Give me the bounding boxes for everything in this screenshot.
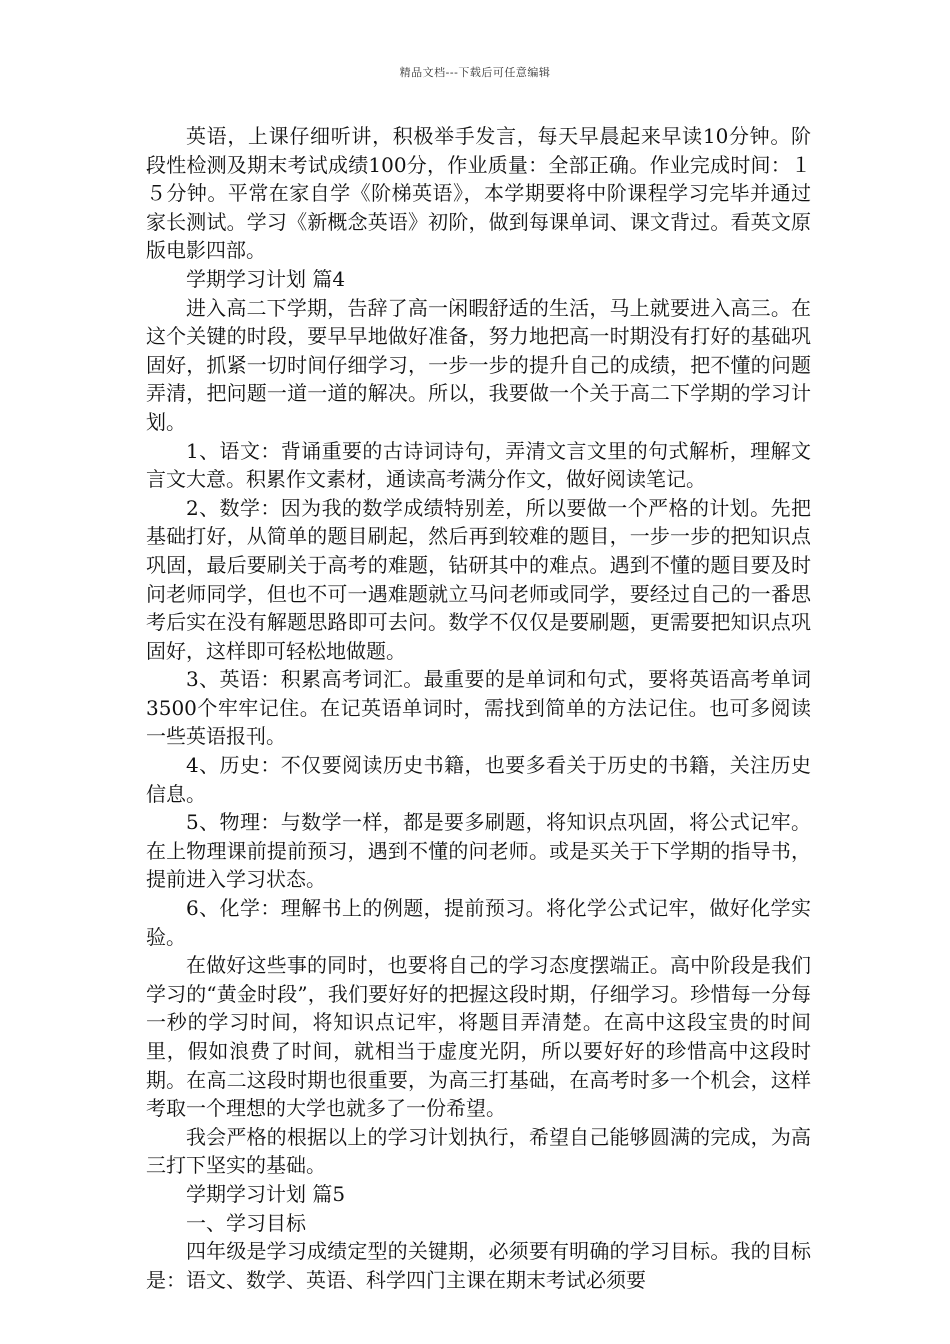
subsection-heading: 一、学习目标 [186, 1210, 306, 1235]
document-body [146, 122, 811, 1294]
page-header: 精品文档---下载后可任意编辑 [399, 66, 551, 79]
paragraph: 5、物理：与数学一样，都是要多刷题，将知识点巩固，将公式记牢。在上物理课前提前预习，遇到不懂的问老师。或是买关于下学期的指导书，提前进入学习状态。 [146, 810, 811, 892]
paragraph: 3、英语：积累高考词汇。最重要的是单词和句式，要将英语高考单词3500个牢牢记住。在记英语单词时，需找到简单的方法记住。也可多阅读一些英语报刊。 [146, 667, 811, 749]
section-heading: 学期学习计划 篇4 [186, 266, 346, 291]
paragraph: 在做好这些事的同时，也要将自己的学习态度摆端正。高中阶段是我们学习的“黄金时段”，我们要好好的把握这段时期，仔细学习。珍惜每一分每一秒的学习时间，将知识点记牢，将题目弄清楚。在高中这段宝贵的时间里，假如浪费了时间，就相当于虚度光阴，所以要好好的珍惜高中这段时期。在高二这段时期也很重要，为高三打基础，在高考时多一个机会，这样考取一个理想的大学也就多了一份希望。 [146, 953, 811, 1121]
paragraph: 我会严格的根据以上的学习计划执行，希望自己能够圆满的完成，为高三打下坚实的基础。 [146, 1124, 811, 1178]
paragraph: 2、数学：因为我的数学成绩特别差，所以要做一个严格的计划。先把基础打好，从简单的题目刷起，然后再到较难的题目，一步一步的把知识点巩固，最后要刷关于高考的难题，钻研其中的难点。遇到不懂的题目要及时问老师同学，但也不可一遇难题就立马问老师或同学，要经过自己的一番思考后实在没有解题思路即可去问。数学不仅仅是要刷题，更需要把知识点巩固好，这样即可轻松地做题。 [146, 495, 811, 663]
paragraph: 4、历史：不仅要阅读历史书籍，也要多看关于历史的书籍，关注历史信息。 [146, 753, 811, 806]
paragraph: 进入高二下学期，告辞了高一闲暇舒适的生活，马上就要进入高三。在这个关键的时段，要早早地做好准备，努力地把高一时期没有打好的基础巩固好，抓紧一切时间仔细学习，一步一步的提升自己的成绩，把不懂的问题弄清，把问题一道一道的解决。所以，我要做一个关于高二下学期的学习计划。 [146, 295, 811, 434]
paragraph: 四年级是学习成绩定型的关键期，必须要有明确的学习目标。我的目标是：语文、数学、英语、科学四门主课在期末考试必须要 [146, 1239, 811, 1292]
paragraph: 6、化学：理解书上的例题，提前预习。将化学公式记牢，做好化学实验。 [146, 896, 811, 949]
section-heading: 学期学习计划 篇5 [186, 1181, 346, 1206]
paragraph: 1、语文：背诵重要的古诗词诗句，弄清文言文里的句式解析，理解文言文大意。积累作文素材，通读高考满分作文，做好阅读笔记。 [146, 438, 811, 492]
paragraph: 英语，上课仔细听讲，积极举手发言，每天早晨起来早读10分钟。阶段性检测及期末考试成绩100分，作业质量：全部正确。作业完成时间：１５分钟。平常在家自学《阶梯英语》，本学期要将中阶课程学习完毕并通过家长测试。学习《新概念英语》初阶，做到每课单词、课文背过。看英文原版电影四部。 [146, 124, 811, 263]
